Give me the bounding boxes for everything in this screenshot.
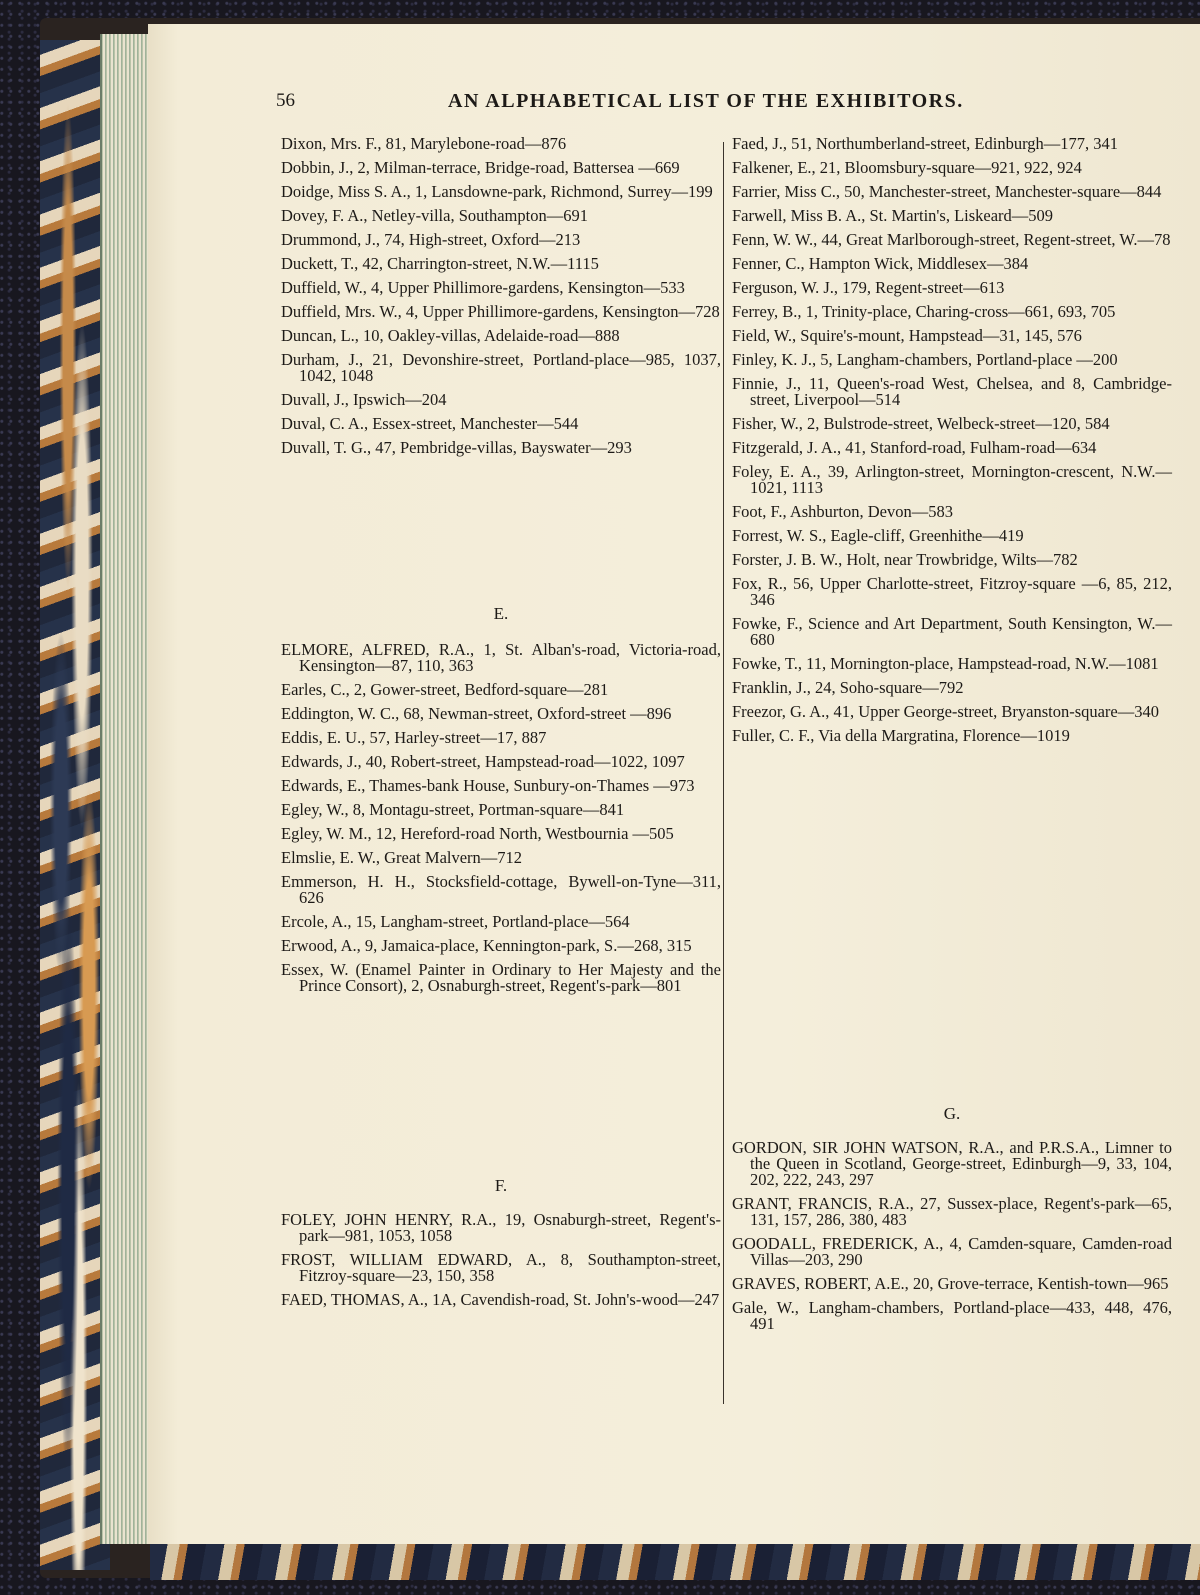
list-item: Finnie, J., 11, Queen's-road West, Chelsea, and 8, Cambridge-street, Liverpool—514 bbox=[732, 374, 1172, 409]
column-divider bbox=[723, 142, 724, 1404]
list-item: Edwards, E., Thames-bank House, Sunbury-on-Thames —973 bbox=[281, 776, 695, 795]
list-item: Franklin, J., 24, Soho-square—792 bbox=[732, 678, 964, 697]
list-item: Edwards, J., 40, Robert-street, Hampstead-road—1022, 1097 bbox=[281, 752, 685, 771]
list-item: Fowke, T., 11, Mornington-place, Hampstead-road, N.W.—1081 bbox=[732, 654, 1159, 673]
list-item: Fox, R., 56, Upper Charlotte-street, Fitzroy-square —6, 85, 212, 346 bbox=[732, 574, 1172, 609]
d-entries bbox=[281, 136, 721, 456]
list-item: Eddington, W. C., 68, Newman-street, Oxford-street —896 bbox=[281, 704, 672, 723]
list-item: Duncan, L., 10, Oakley-villas, Adelaide-road—888 bbox=[281, 326, 620, 345]
list-item: Dovey, F. A., Netley-villa, Southampton—691 bbox=[281, 206, 588, 225]
list-item: Ferrey, B., 1, Trinity-place, Charing-cross—661, 693, 705 bbox=[732, 302, 1116, 321]
list-item: Duval, C. A., Essex-street, Manchester—544 bbox=[281, 414, 579, 433]
list-item: Doidge, Miss S. A., 1, Lansdowne-park, Richmond, Surrey—199 bbox=[281, 182, 713, 201]
section-heading-e: E. bbox=[493, 604, 509, 623]
list-item: FROST, WILLIAM EDWARD, A., 8, Southampton-street, Fitzroy-square—23, 150, 358 bbox=[281, 1250, 721, 1285]
list-item: Elmslie, E. W., Great Malvern—712 bbox=[281, 848, 523, 867]
list-item: FOLEY, JOHN HENRY, R.A., 19, Osnaburgh-street, Regent's-park—981, 1053, 1058 bbox=[281, 1210, 721, 1245]
list-item: Drummond, J., 74, High-street, Oxford—213 bbox=[281, 230, 581, 249]
list-item: ELMORE, ALFRED, R.A., 1, St. Alban's-road, Victoria-road, Kensington—87, 110, 363 bbox=[281, 640, 721, 675]
list-item: Fenn, W. W., 44, Great Marlborough-street, Regent-street, W.—78 bbox=[732, 230, 1171, 249]
list-item: Fuller, C. F., Via della Margratina, Florence—1019 bbox=[732, 726, 1070, 745]
list-item: Essex, W. (Enamel Painter in Ordinary to Her Majesty and the Prince Consort), 2, Osnaburgh-street, Regent's-park—801 bbox=[281, 960, 721, 995]
list-item: FAED, THOMAS, A., 1A, Cavendish-road, St. John's-wood—247 bbox=[281, 1290, 720, 1309]
marbled-endpaper bbox=[150, 1540, 1200, 1580]
list-item: Foot, F., Ashburton, Devon—583 bbox=[732, 502, 953, 521]
list-item: Gale, W., Langham-chambers, Portland-place—433, 448, 476, 491 bbox=[732, 1298, 1172, 1333]
list-item: Durham, J., 21, Devonshire-street, Portland-place—985, 1037, 1042, 1048 bbox=[281, 350, 721, 385]
list-item: Freezor, G. A., 41, Upper George-street, Bryanston-square—340 bbox=[732, 702, 1160, 721]
list-item: Field, W., Squire's-mount, Hampstead—31, 145, 576 bbox=[732, 326, 1082, 345]
section-heading-g: G. bbox=[943, 1104, 961, 1123]
list-item: GRANT, FRANCIS, R.A., 27, Sussex-place, Regent's-park—65, 131, 157, 286, 380, 483 bbox=[732, 1194, 1172, 1229]
list-item: Duffield, Mrs. W., 4, Upper Phillimore-gardens, Kensington—728 bbox=[281, 302, 720, 321]
list-item: Forrest, W. S., Eagle-cliff, Greenhithe—419 bbox=[732, 526, 1024, 545]
list-item: Forster, J. B. W., Holt, near Trowbridge, Wilts—782 bbox=[732, 550, 1078, 569]
right-column bbox=[732, 134, 1172, 1333]
list-item: Farwell, Miss B. A., St. Martin's, Liskeard—509 bbox=[732, 206, 1054, 225]
list-item: Ercole, A., 15, Langham-street, Portland-place—564 bbox=[281, 912, 630, 931]
list-item: Emmerson, H. H., Stocksfield-cottage, Bywell-on-Tyne—311, 626 bbox=[281, 872, 721, 907]
list-item: Erwood, A., 9, Jamaica-place, Kennington-park, S.—268, 315 bbox=[281, 936, 692, 955]
e-entries bbox=[281, 642, 721, 1002]
list-item: Fenner, C., Hampton Wick, Middlesex—384 bbox=[732, 254, 1029, 273]
list-item: Dobbin, J., 2, Milman-terrace, Bridge-road, Battersea —669 bbox=[281, 158, 680, 177]
g-entries bbox=[732, 1140, 1172, 1340]
list-item: Faed, J., 51, Northumberland-street, Edinburgh—177, 341 bbox=[732, 134, 1119, 153]
list-item: GORDON, SIR JOHN WATSON, R.A., and P.R.S.A., Limner to the Queen in Scotland, George-street, Edinburgh—9, 33, 104, 202, 222, 243, 297 bbox=[732, 1138, 1172, 1189]
list-item: Finley, K. J., 5, Langham-chambers, Portland-place —200 bbox=[732, 350, 1118, 369]
list-item: Eddis, E. U., 57, Harley-street—17, 887 bbox=[281, 728, 547, 747]
section-heading-f: F. bbox=[494, 1176, 508, 1195]
list-item: Egley, W., 8, Montagu-street, Portman-square—841 bbox=[281, 800, 625, 819]
list-item: Fitzgerald, J. A., 41, Stanford-road, Fulham-road—634 bbox=[732, 438, 1097, 457]
list-item: GRAVES, ROBERT, A.E., 20, Grove-terrace, Kentish-town—965 bbox=[732, 1274, 1169, 1293]
list-item: Foley, E. A., 39, Arlington-street, Mornington-crescent, N.W.—1021, 1113 bbox=[732, 462, 1172, 497]
list-item: Fowke, F., Science and Art Department, South Kensington, W.—680 bbox=[732, 614, 1172, 649]
list-item: Dixon, Mrs. F., 81, Marylebone-road—876 bbox=[281, 134, 567, 153]
list-item: Duvall, T. G., 47, Pembridge-villas, Bayswater—293 bbox=[281, 438, 632, 457]
page-edges bbox=[100, 34, 152, 1544]
list-item: Egley, W. M., 12, Hereford-road North, Westbournia —505 bbox=[281, 824, 674, 843]
list-item: GOODALL, FREDERICK, A., 4, Camden-square, Camden-road Villas—203, 290 bbox=[732, 1234, 1172, 1269]
f-entries-left bbox=[281, 1212, 721, 1316]
book-page bbox=[148, 24, 1200, 1544]
running-head: AN ALPHABETICAL LIST OF THE EXHIBITORS. bbox=[448, 90, 964, 112]
f-entries-right bbox=[732, 136, 1172, 744]
left-column bbox=[281, 134, 721, 1309]
list-item: Duvall, J., Ipswich—204 bbox=[281, 390, 447, 409]
list-item: Farrier, Miss C., 50, Manchester-street, Manchester-square—844 bbox=[732, 182, 1162, 201]
list-item: Fisher, W., 2, Bulstrode-street, Welbeck-street—120, 584 bbox=[732, 414, 1110, 433]
list-item: Earles, C., 2, Gower-street, Bedford-square—281 bbox=[281, 680, 609, 699]
list-item: Duckett, T., 42, Charrington-street, N.W.—1115 bbox=[281, 254, 599, 273]
page-number: 56 bbox=[276, 90, 295, 111]
list-item: Duffield, W., 4, Upper Phillimore-gardens, Kensington—533 bbox=[281, 278, 685, 297]
list-item: Ferguson, W. J., 179, Regent-street—613 bbox=[732, 278, 1005, 297]
list-item: Falkener, E., 21, Bloomsbury-square—921, 922, 924 bbox=[732, 158, 1082, 177]
